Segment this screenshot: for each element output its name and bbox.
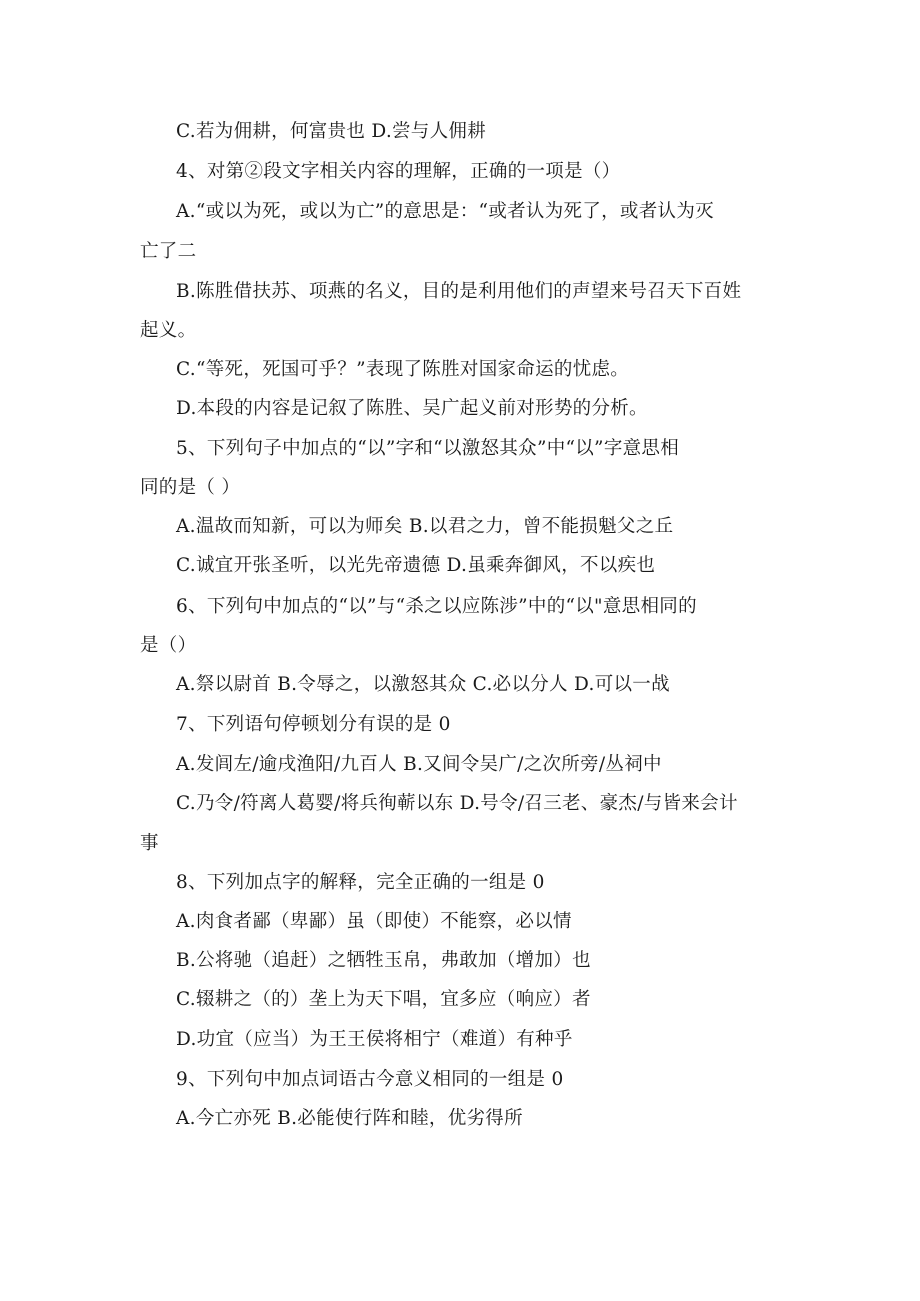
text-line: 6、下列句中加点的“以”与“杀之以应陈涉”中的“以"意思相同的 [176,596,697,617]
text-line: A.“或以为死，或以为亡”的意思是：“或者认为死了，或者认为灭 [176,201,714,222]
text-line: A.温故而知新，可以为师矣 B.以君之力，曾不能损魁父之丘 [176,516,674,537]
text-line: 8、下列加点字的解释，完全正确的一组是 0 [176,872,545,893]
text-line: 起义。 [140,320,197,341]
text-line: C.诚宜开张圣听，以光先帝遗德 D.虽乘奔御风，不以疾也 [176,555,656,576]
text-line: 4、对第②段文字相关内容的理解，正确的一项是（） [176,161,621,182]
text-line: 9、下列句中加点词语古今意义相同的一组是 0 [176,1069,564,1090]
text-line: D.功宜（应当）为王王侯将相宁（难道）有种乎 [176,1029,573,1050]
text-line: C.若为佣耕，何富贵也 D.尝与人佣耕 [176,121,487,142]
text-line: A.祭以尉首 B.令辱之，以激怒其众 C.必以分人 D.可以一战 [176,674,670,695]
text-line: D.本段的内容是记叙了陈胜、吴广起义前对形势的分析。 [176,398,648,419]
text-line: A.肉食者鄙（卑鄙）虽（即使）不能察，必以情 [176,911,572,932]
text-line: B.陈胜借扶苏、项燕的名义，目的是利用他们的声望来号召天下百姓 [176,281,742,302]
text-line: A.今亡亦死 B.必能使行阵和睦，优劣得所 [176,1108,523,1129]
text-line: 7、下列语句停顿划分有误的是 0 [176,714,451,735]
text-line: A.发闾左/逾戌渔阳/九百人 B.又间令吴广/之次所旁/丛祠中 [176,754,662,775]
text-line: C.“等死，死国可乎？”表现了陈胜对国家命运的忧虑。 [176,359,630,380]
text-line: 5、下列句子中加点的“以”字和“以激怒其众”中“以”字意思相 [176,438,680,459]
text-line: 是（） [140,635,197,656]
text-line: 同的是（ ） [140,477,241,498]
text-line: 亡了二 [140,241,197,262]
text-line: C.辍耕之（的）垄上为天下唱，宜多应（响应）者 [176,989,591,1010]
text-line: 事 [140,833,159,854]
text-line: C.乃令/符离人葛婴/将兵徇蕲以东 D.号令/召三老、豪杰/与皆来会计 [176,793,738,814]
text-line: B.公将驰（追赶）之牺牲玉帛，弗敢加（增加）也 [176,950,591,971]
